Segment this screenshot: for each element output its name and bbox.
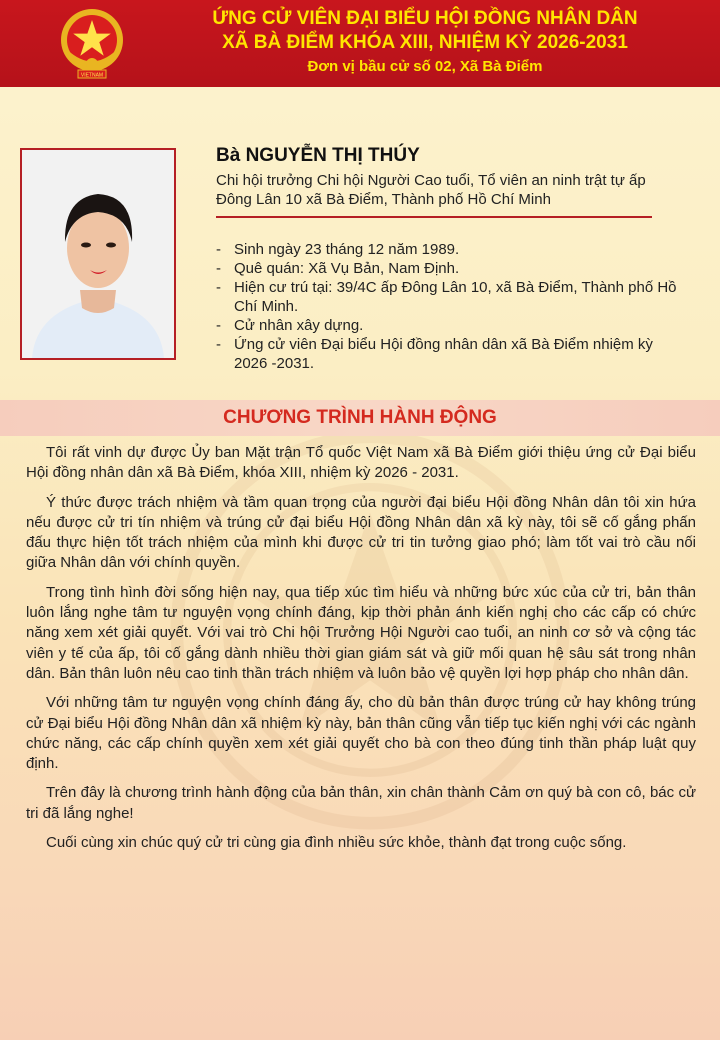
header-title-line1: ỨNG CỬ VIÊN ĐẠI BIỂU HỘI ĐỒNG NHÂN DÂN — [212, 8, 638, 29]
program-paragraph: Ý thức được trách nhiệm và tầm quan trọng của người đại biểu Hội đồng Nhân dân tôi xin hứa nếu được cử tri tín nhiệm và trúng cử đại biểu Hội đồng Nhân dân xã kỳ này, tôi sẽ cố gắng phấn đấu thực hiện tốt trách nhiệm của mình khi được cử tri tin tưởng giao phó; làm tốt vai trò cầu nối giữa Nhân dân với chính quyền. — [26, 493, 696, 572]
header-banner — [0, 0, 720, 87]
emblem-text: VIETNAM — [80, 72, 104, 79]
divider-line — [216, 216, 652, 218]
candidate-photo — [20, 148, 176, 360]
bio-item-birthdate: - Sinh ngày 23 tháng 12 năm 1989. — [216, 240, 686, 259]
program-title: CHƯƠNG TRÌNH HÀNH ĐỘNG — [223, 407, 497, 428]
portrait-image — [22, 150, 174, 358]
header-title-line2: XÃ BÀ ĐIỂM KHÓA XIII, NHIỆM KỲ 2026-2031 — [222, 32, 628, 53]
bio-item-residence: - Hiện cư trú tại: 39/4C ấp Đông Lân 10, xã Bà Điểm, Thành phố Hồ Chí Minh. — [216, 278, 686, 316]
program-body — [26, 443, 696, 862]
national-emblem-icon — [58, 6, 126, 82]
bio-item-hometown: - Quê quán: Xã Vụ Bản, Nam Định. — [216, 259, 686, 278]
candidate-position: Chi hội trưởng Chi hội Người Cao tuổi, Tổ viên an ninh trật tự ấp Đông Lân 10 xã Bà Điểm, Thành phố Hồ Chí Minh — [216, 172, 646, 208]
header-subtitle: Đơn vị bầu cử số 02, Xã Bà Điểm — [307, 58, 543, 75]
program-paragraph: Trên đây là chương trình hành động của bản thân, xin chân thành Cảm ơn quý bà con cô, bác cử tri đã lắng nghe! — [26, 784, 696, 822]
bio-item-candidacy: - Ứng cử viên Đại biểu Hội đồng nhân dân xã Bà Điểm nhiệm kỳ 2026 -2031. — [216, 335, 686, 373]
candidate-name: Bà NGUYỄN THỊ THÚY — [216, 145, 420, 166]
program-paragraph: Cuối cùng xin chúc quý cử tri cùng gia đình nhiều sức khỏe, thành đạt trong cuộc sống. — [46, 834, 627, 852]
bio-item-education: - Cử nhân xây dựng. — [216, 316, 686, 335]
program-paragraph: Trong tình hình đời sống hiện nay, qua tiếp xúc tìm hiểu và những bức xúc của cử tri, bản thân luôn lắng nghe tâm tư nguyện vọng chính đáng, kịp thời phản ánh kiến nghị cho các cấp có chức năng xem xét giải quyết. Với vai trò Chi hội Trưởng Hội Người cao tuổi, an ninh cơ sở và cộng tác viên y tế của ấp, tôi cố gắng dành nhiều thời gian giám sát và giữ mối quan hệ sâu sát trong nhân dân. Bản thân luôn nêu cao tinh thần trách nhiệm và luôn bảo vệ quyền lợi hợp pháp cho nhân dân. — [26, 583, 696, 682]
program-paragraph: Tôi rất vinh dự được Ủy ban Mặt trận Tổ quốc Việt Nam xã Bà Điểm giới thiệu ứng cử Đại biểu Hội đồng nhân dân xã Bà Điểm, khóa XIII, nhiệm kỳ 2026 - 2031. — [26, 444, 696, 482]
program-paragraph: Với những tâm tư nguyện vọng chính đáng ấy, cho dù bản thân được trúng cử hay không trúng cử Đại biểu Hội đồng Nhân dân xã nhiệm kỳ này, bản thân cũng vẫn tiếp tục kiến nghị với các ngành chức năng, các cấp chính quyền xem xét giải quyết cho bà con theo đúng tinh thần pháp luật quy định. — [26, 694, 696, 773]
candidate-bio-list — [216, 240, 686, 373]
